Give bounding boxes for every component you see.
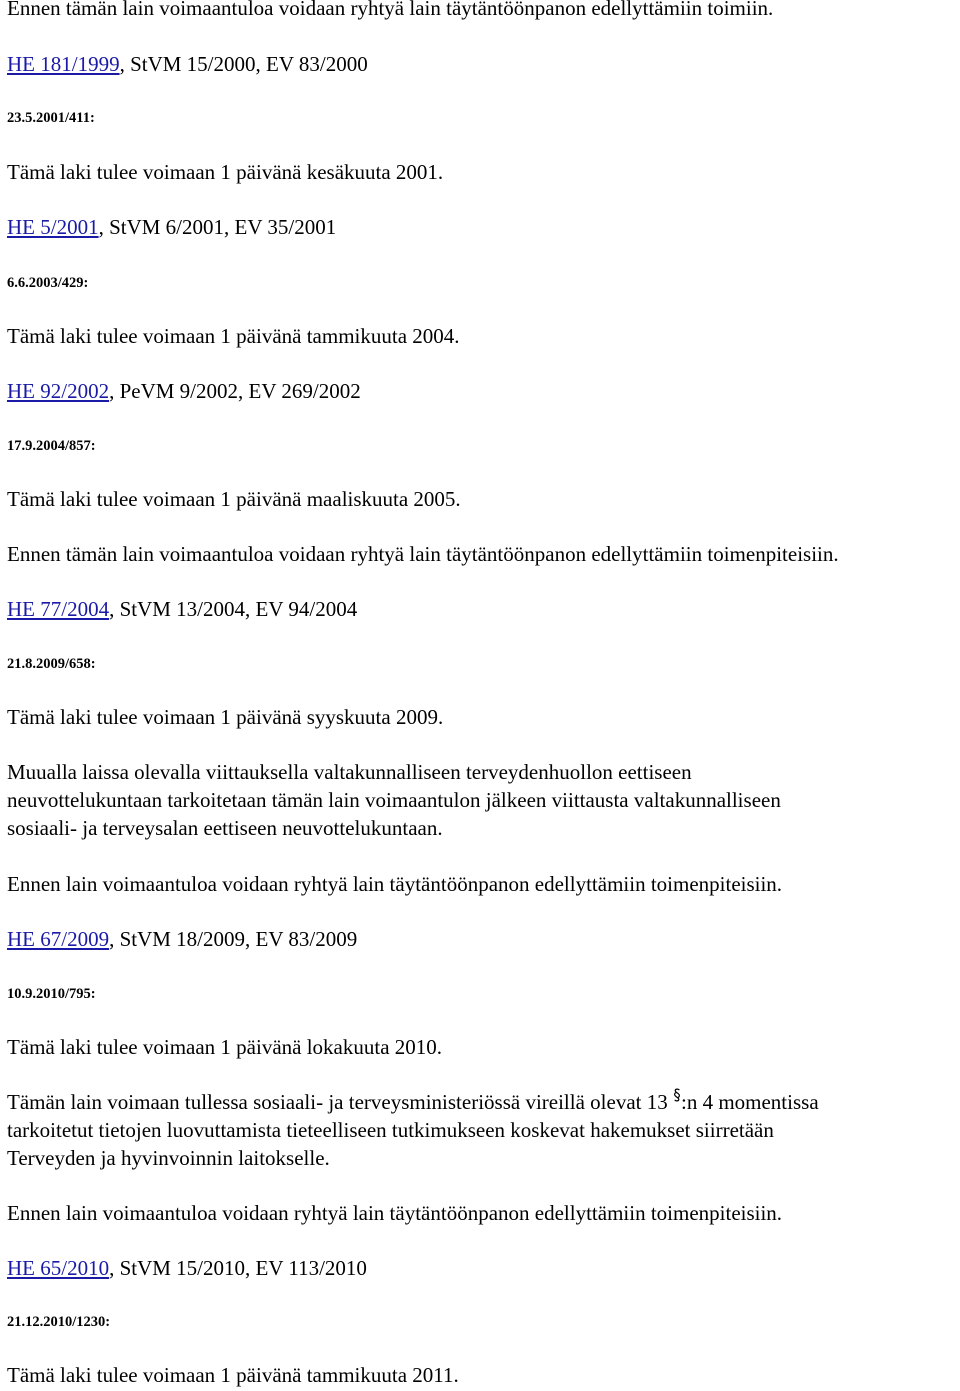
reference-line	[7, 50, 368, 78]
text-line: Tämä laki tulee voimaan 1 päivänä tammikuuta 2011.	[7, 1363, 459, 1387]
text-line: Ennen lain voimaantuloa voidaan ryhtyä lain täytäntöönpanon edellyttämiin toimenpiteisiin.	[7, 872, 783, 896]
paragraph-line: neuvottelukuntaan tarkoitetaan tämän lain voimaantulon jälkeen viittausta valtakunnalliseen	[7, 788, 781, 812]
reference-rest: , StVM 13/2004, EV 94/2004	[109, 597, 358, 621]
amendment-heading: 21.8.2009/658:	[7, 656, 96, 672]
paragraph-text: Tämän lain voimaan tullessa sosiaali- ja terveysministeriössä vireillä olevat 13	[7, 1090, 673, 1114]
text-line: Ennen tämän lain voimaantuloa voidaan ryhtyä lain täytäntöönpanon edellyttämiin toimiin.	[7, 0, 774, 20]
section-sign-icon	[673, 1088, 681, 1101]
reference-rest: , PeVM 9/2002, EV 269/2002	[109, 379, 361, 403]
he-link[interactable]: HE 92/2002	[7, 379, 110, 403]
paragraph-line: Muualla laissa olevalla viittauksella valtakunnalliseen terveydenhuollon eettiseen	[7, 760, 692, 784]
text-line: Tämä laki tulee voimaan 1 päivänä kesäkuuta 2001.	[7, 160, 444, 184]
he-link[interactable]: HE 5/2001	[7, 215, 99, 239]
reference-line	[7, 925, 357, 953]
amendment-heading: 10.9.2010/795:	[7, 986, 96, 1002]
he-link[interactable]: HE 77/2004	[7, 597, 110, 621]
he-link[interactable]: HE 67/2009	[7, 927, 110, 951]
reference-line	[7, 377, 361, 405]
he-link[interactable]: HE 181/1999	[7, 52, 120, 76]
text-line: Ennen lain voimaantuloa voidaan ryhtyä lain täytäntöönpanon edellyttämiin toimenpiteisiin.	[7, 1201, 783, 1225]
reference-rest: , StVM 18/2009, EV 83/2009	[109, 927, 358, 951]
text-line: Tämä laki tulee voimaan 1 päivänä tammikuuta 2004.	[7, 324, 460, 348]
text-line: Tämä laki tulee voimaan 1 päivänä lokakuuta 2010.	[7, 1035, 443, 1059]
amendment-heading: 23.5.2001/411:	[7, 110, 95, 126]
amendment-heading: 6.6.2003/429:	[7, 275, 89, 291]
reference-line	[7, 1254, 367, 1282]
paragraph-line: tarkoitetut tietojen luovuttamista tieteelliseen tutkimukseen koskevat hakemukset siirretään	[7, 1118, 774, 1142]
paragraph-line: sosiaali- ja terveysalan eettiseen neuvottelukuntaan.	[7, 816, 443, 840]
reference-line	[7, 213, 336, 241]
reference-rest: , StVM 15/2010, EV 113/2010	[109, 1256, 367, 1280]
he-link[interactable]: HE 65/2010	[7, 1256, 110, 1280]
amendment-heading: 17.9.2004/857:	[7, 438, 96, 454]
reference-line	[7, 595, 357, 623]
amendment-heading: 21.12.2010/1230:	[7, 1314, 111, 1330]
text-line: Tämä laki tulee voimaan 1 päivänä maaliskuuta 2005.	[7, 487, 461, 511]
paragraph-line	[7, 1088, 819, 1116]
reference-rest: , StVM 6/2001, EV 35/2001	[98, 215, 337, 239]
paragraph-line: Terveyden ja hyvinvoinnin laitokselle.	[7, 1146, 330, 1170]
reference-rest: , StVM 15/2000, EV 83/2000	[119, 52, 368, 76]
paragraph-text: :n 4 momentissa	[680, 1090, 819, 1114]
text-line: Tämä laki tulee voimaan 1 päivänä syyskuuta 2009.	[7, 705, 444, 729]
text-line: Ennen tämän lain voimaantuloa voidaan ryhtyä lain täytäntöönpanon edellyttämiin toimenpiteisiin.	[7, 542, 839, 566]
